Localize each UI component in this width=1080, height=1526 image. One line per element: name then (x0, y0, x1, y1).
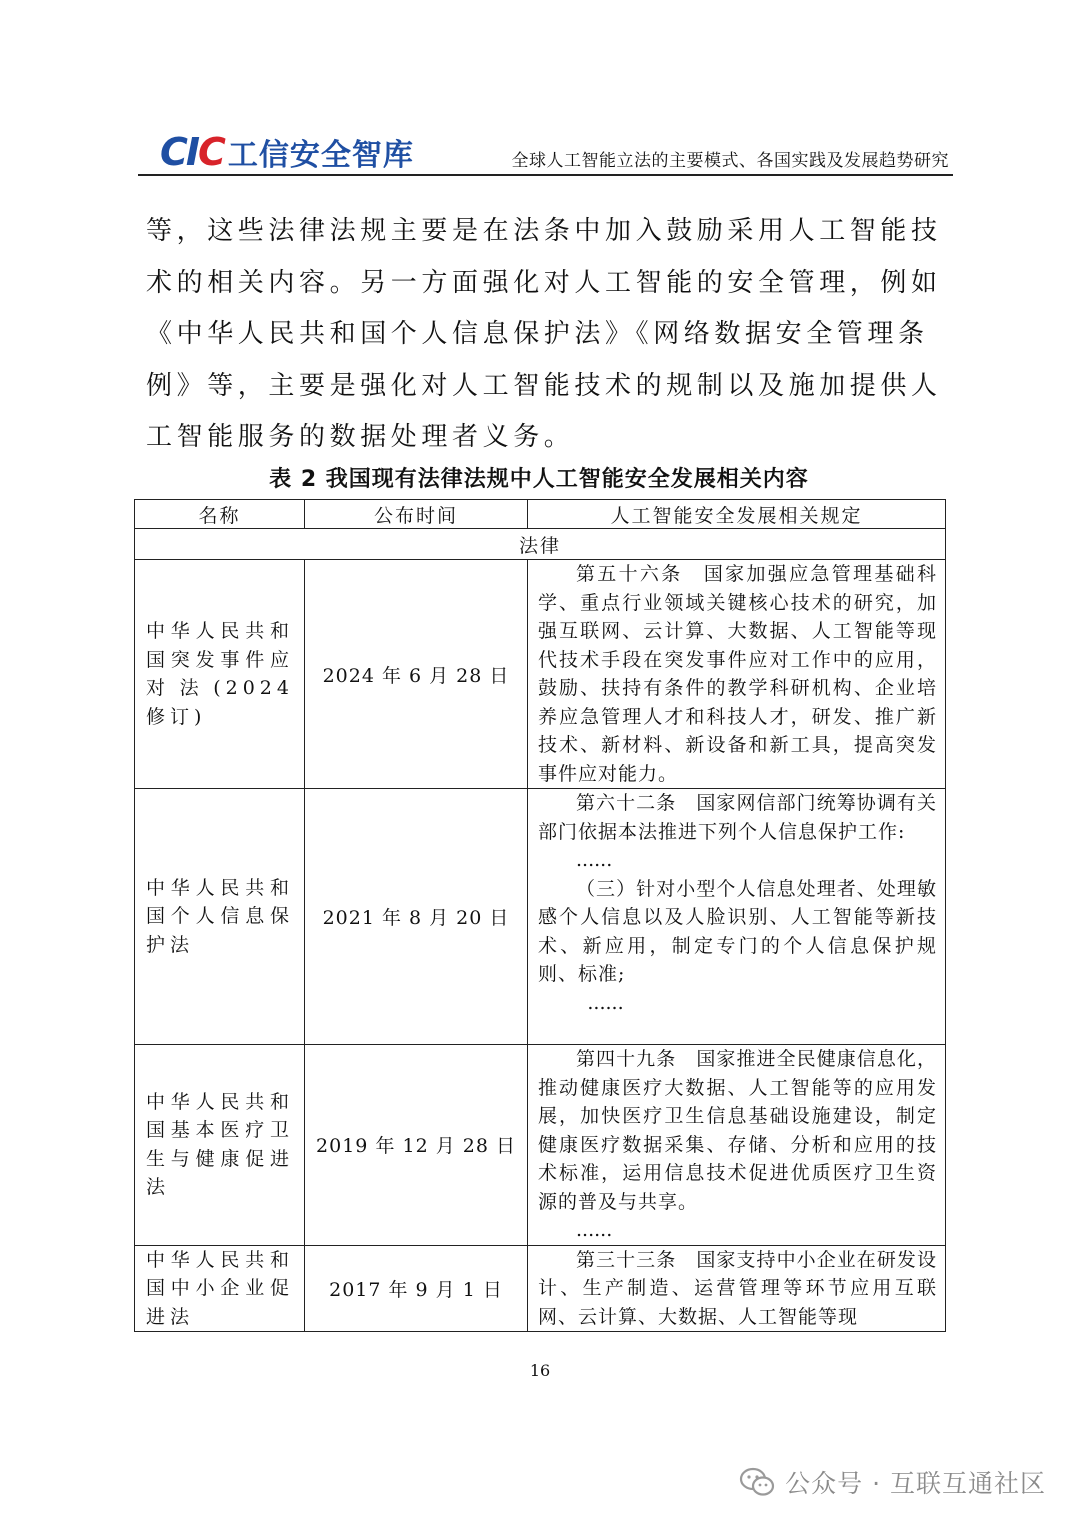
laws-table (134, 499, 946, 1332)
law-rule (528, 560, 946, 789)
law-name: 中华人民共和国突发事件应对法(2024 修订) (135, 560, 305, 789)
law-name: 中华人民共和国个人信息保护法 (135, 789, 305, 1045)
table-header-row (135, 500, 946, 529)
logo-text: 工信安全智库 (227, 138, 414, 173)
law-rule (528, 1245, 946, 1332)
rule-ellipsis: ...... (576, 1219, 613, 1241)
body-paragraph: 等，这些法律法规主要是在法条中加入鼓励采用人工智能技术的相关内容。另一方面强化对人工智能的安全管理，例如《中华人民共和国个人信息保护法》《网络数据安全管理条例》等，主要是强化对人工智能技术的规制以及施加提供人工智能服务的数据处理者义务。 (146, 216, 942, 452)
page-header (138, 132, 953, 176)
law-name: 中华人民共和国中小企业促进法 (135, 1245, 305, 1332)
rule-paragraph: 第四十九条 国家推进全民健康信息化，推动健康医疗大数据、人工智能等的应用发展，加快医疗卫生信息基础设施建设，制定健康医疗数据采集、存储、分析和应用的技术标准，运用信息技术促进优质医疗卫生资源的普及与共享。 (538, 1048, 937, 1213)
page-number: 16 (529, 1361, 551, 1380)
law-date: 2019 年 12 月 28 日 (305, 1045, 528, 1246)
law-date: 2021 年 8 月 20 日 (305, 789, 528, 1045)
rule-paragraph: 第五十六条 国家加强应急管理基础科学、重点行业领域关键核心技术的研究，加强互联网、云计算、大数据、人工智能等现代技术手段在突发事件应对工作中的应用，鼓励、扶持有条件的教学科研机构、企业培养应急管理人才和科技人才，研发、推广新技术、新材料、新设备和新工具，提高突发事件应对能力。 (538, 563, 937, 785)
table-caption: 表 2 我国现有法律法规中人工智能安全发展相关内容 (269, 467, 809, 492)
rule-paragraph: （三）针对小型个人信息处理者、处理敏感个人信息以及人脸识别、人工智能等新技术、新应用，制定专门的个人信息保护规则、标准; (538, 877, 937, 985)
law-rule (528, 789, 946, 1045)
wechat-icon (739, 1467, 775, 1497)
logo-mark-left: CI (160, 130, 199, 174)
table-row (135, 789, 946, 1045)
table-row (135, 1245, 946, 1332)
table-row (135, 1045, 946, 1246)
watermark (739, 1464, 1046, 1500)
rule-paragraph: 第三十三条 国家支持中小企业在研发设计、生产制造、运营管理等环节应用互联网、云计算、大数据、人工智能等现 (538, 1248, 937, 1328)
watermark-text: 公众号 · 互联互通社区 (785, 1469, 1046, 1498)
law-date: 2024 年 6 月 28 日 (305, 560, 528, 789)
law-rule (528, 1045, 946, 1246)
rule-ellipsis: ...... (587, 991, 624, 1014)
rule-ellipsis: ...... (576, 849, 613, 871)
header-name: 名称 (135, 500, 305, 529)
rule-paragraph: 第六十二条 国家网信部门统筹协调有关部门依据本法推进下列个人信息保护工作: (538, 792, 937, 843)
section-label: 法律 (135, 529, 946, 560)
header-title: 全球人工智能立法的主要模式、各国实践及发展趋势研究 (511, 151, 949, 171)
law-name: 中华人民共和国基本医疗卫生与健康促进法 (135, 1045, 305, 1246)
logo-mark-right: C (198, 130, 224, 174)
table-row (135, 560, 946, 789)
section-row (135, 529, 946, 560)
header-date: 公布时间 (305, 500, 528, 529)
header-rules: 人工智能安全发展相关规定 (528, 500, 946, 529)
law-date: 2017 年 9 月 1 日 (305, 1245, 528, 1332)
cic-logo (160, 130, 414, 174)
